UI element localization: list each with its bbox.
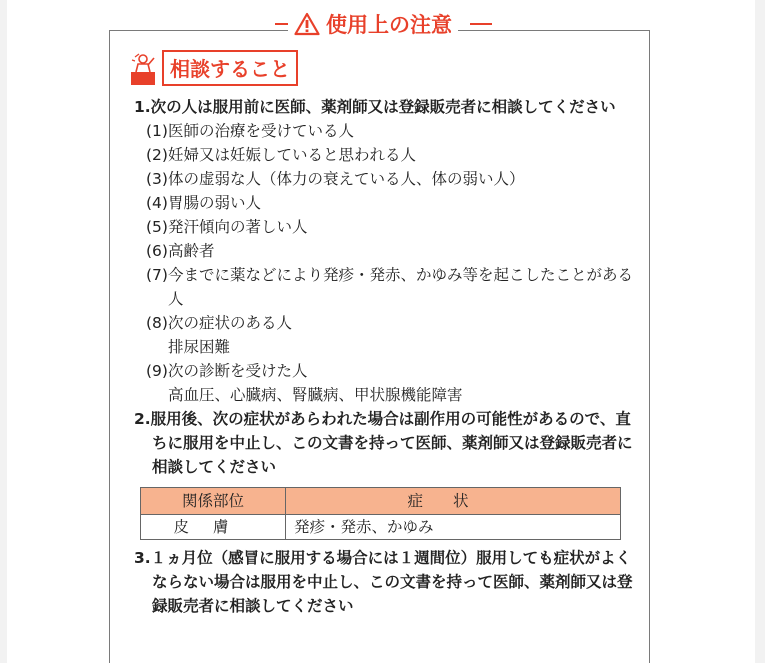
section1-item-4: (4)胃腸の弱い人 (146, 194, 261, 212)
section2-heading: 2.服用後、次の症状があらわれた場合は副作用の可能性があるので、直ちに服用を中止し、この文書を持って医師、薬剤師又は登録販売者に相談してください (134, 410, 633, 476)
title-rule-left (275, 23, 288, 25)
section1-item-8-detail: 排尿困難 (168, 338, 231, 356)
consult-person-icon (130, 52, 158, 86)
section1-item-6: (6)高齢者 (146, 242, 215, 260)
caution-content (134, 95, 639, 618)
caution-title-text: 使用上の注意 (326, 13, 452, 37)
section1-item-7: (7)今までに薬などにより発疹・発赤、かゆみ等を起こしたことがある人 (146, 266, 633, 308)
section1-item-5: (5)発汗傾向の著しい人 (146, 218, 308, 236)
caution-title (288, 6, 458, 42)
header-symptom: 症状 (286, 488, 621, 515)
section1-item-3: (3)体の虚弱な人（体力の衰えている人、体の弱い人） (146, 170, 525, 188)
warning-triangle-icon (294, 12, 320, 36)
row-symptom: 発疹・発赤、かゆみ (286, 515, 621, 540)
consult-heading (130, 50, 298, 86)
section1-item-1: (1)医師の治療を受けている人 (146, 122, 354, 140)
side-effect-table (140, 487, 621, 540)
section3-heading: 3.１ヵ月位（感冒に服用する場合には１週間位）服用しても症状がよくならない場合は服用を中止し、この文書を持って医師、薬剤師又は登録販売者に相談してください (134, 549, 633, 615)
table-header-row (141, 488, 621, 515)
row-part: 皮膚 (141, 515, 286, 540)
section1-item-2: (2)妊婦又は妊娠していると思われる人 (146, 146, 416, 164)
header-part: 関係部位 (141, 488, 286, 515)
title-rule-right (470, 23, 492, 25)
section1-item-9: (9)次の診断を受けた人 (146, 362, 308, 380)
section1-item-8: (8)次の症状のある人 (146, 314, 292, 332)
table-row (141, 515, 621, 540)
consult-label: 相談すること (162, 50, 298, 86)
section1-item-9-detail: 高血圧、心臓病、腎臓病、甲状腺機能障害 (168, 386, 463, 404)
section1-heading: 1.次の人は服用前に医師、薬剤師又は登録販売者に相談してください (134, 98, 616, 116)
